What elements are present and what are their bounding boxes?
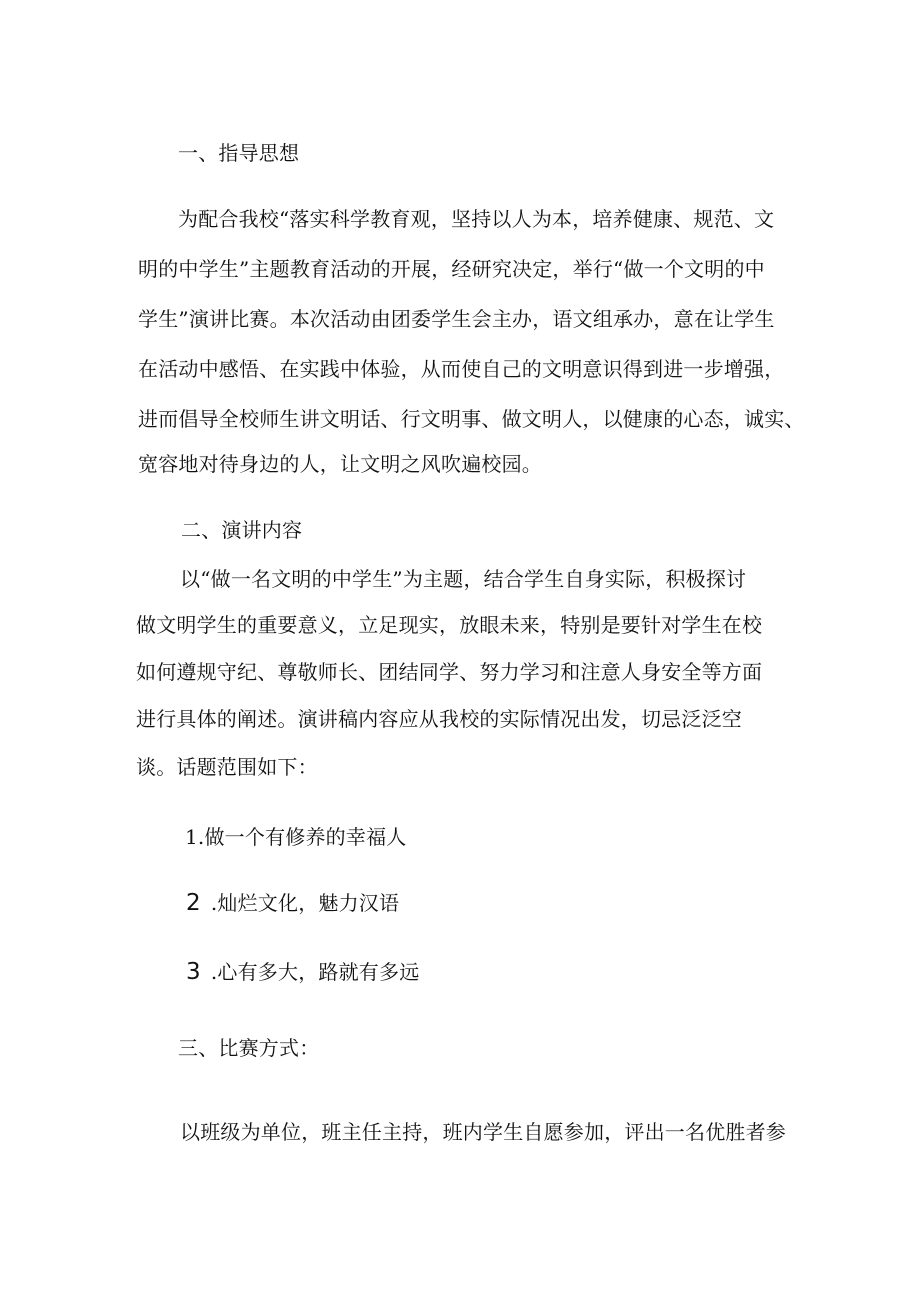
paragraph-line: 明的中学生”主题教育活动的开展，经研究决定，举行“做一个文明的中 (138, 257, 765, 281)
section-heading-guiding-thought: 一、指导思想 (178, 141, 300, 165)
topic-text: 做一个有修养的幸福人 (204, 825, 407, 849)
paragraph-line: 为配合我校“落实科学教育观，坚持以人为本，培养健康、规范、文 (178, 207, 775, 231)
topic-number: 1. (185, 825, 205, 849)
topic-text: .灿烂文化，魅力汉语 (210, 891, 400, 915)
topic-text: .心有多大，路就有多远 (210, 960, 420, 984)
section-heading-speech-content: 二、演讲内容 (181, 518, 303, 542)
paragraph-line: 进行具体的阐述。演讲稿内容应从我校的实际情况出发，切忌泛泛空 (136, 707, 742, 731)
paragraph-line: 如何遵规守纪、尊敬师长、团结同学、努力学习和注意人身安全等方面 (136, 660, 763, 684)
paragraph-line: 进而倡导全校师生讲文明话、行文明事、做文明人，以健康的心态，诚实、 (138, 407, 805, 431)
topic-number: 2 (186, 890, 201, 916)
paragraph-line: 在活动中感悟、在实践中体验，从而使自己的文明意识得到进一步增强， (138, 357, 785, 381)
paragraph-line: 学生”演讲比赛。本次活动由团委学生会主办，语文组承办，意在让学生 (138, 307, 775, 331)
paragraph-line: 以班级为单位，班主任主持，班内学生自愿参加，评出一名优胜者参 (180, 1120, 786, 1144)
topic-item-3 (186, 960, 419, 984)
section-heading-competition-format: 三、比赛方式： (178, 1036, 320, 1060)
paragraph-line: 做文明学生的重要意义，立足现实，放眼未来，特别是要针对学生在校 (136, 613, 763, 637)
topic-number: 3 (186, 959, 201, 985)
topic-item-1 (185, 825, 406, 849)
topic-item-2 (186, 891, 399, 915)
paragraph-line: 谈。话题范围如下： (136, 755, 318, 779)
paragraph-line: 以“做一名文明的中学生”为主题，结合学生自身实际，积极探讨 (180, 567, 747, 591)
paragraph-line: 宽容地对待身边的人，让文明之风吹遍校园。 (138, 452, 542, 476)
